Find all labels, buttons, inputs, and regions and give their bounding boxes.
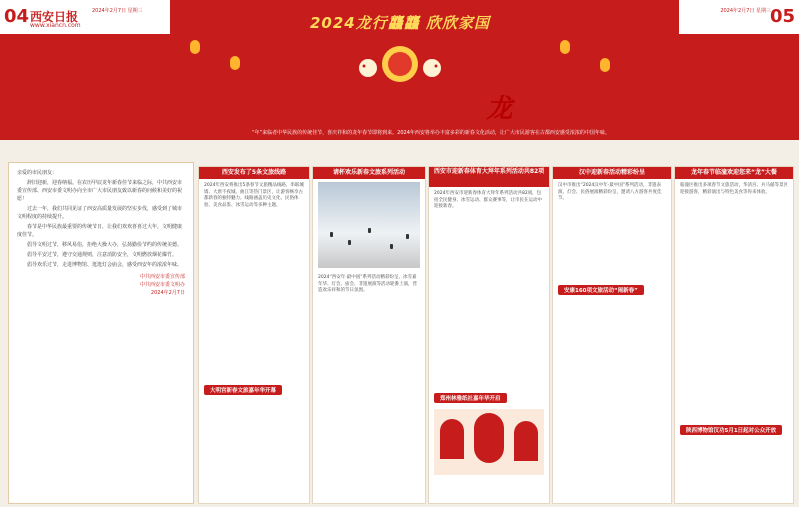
newspaper-logo: 西安日报 [30, 10, 79, 24]
papercut-artwork [434, 409, 544, 475]
lantern-icon [230, 56, 240, 70]
letter-date: 2024年2月7日 [150, 290, 185, 296]
issue-meta-left: 2024年2月7日 星期三 [92, 8, 143, 14]
issue-meta-right: 2024年2月7日 星期三 [720, 8, 771, 14]
dragon-motif-icon [330, 42, 470, 86]
article-body: 2024年西安将推出5条春节文旅精品线路，串联城墙、大唐不夜城、曲江等热门景区，让游客畅享古都新春的独特魅力。线路涵盖历史文化、民俗体验、美食品鉴、冰雪运动等多种主题。 [204, 183, 304, 208]
letter-paragraph: 倡导文明过节，移风易俗，拒绝大操大办，弘扬勤俭节约的传统美德。 [27, 242, 183, 248]
letter-paragraph: 过去一年，我们共同见证了西安高质量发展的坚实步伐，感受到了城市文明程度的持续提升。 [17, 206, 183, 220]
skating-photo [318, 182, 420, 268]
article-column [198, 166, 310, 504]
letter-paragraph: 辞旧迎新，迎春纳福。在农历甲辰龙年新春佳节来临之际，中共西安市委宣传部、西安市委文明办向全市广大市民朋友致以新春的问候和美好的祝愿！ [17, 180, 183, 202]
headline-dragon-char: 龙 [486, 94, 513, 124]
letter-paragraph: 倡导欢乐过节，走进博物馆、逛逛灯会庙会，感受西安年的浓浓年味。 [27, 262, 183, 268]
article-headline: 龙年春节临潼欢迎您来“龙”大餐 [675, 167, 793, 179]
page-number-right: 05 [769, 6, 795, 27]
article-headline: 西安市迎新春体育大拜年系列活动共82项 [429, 167, 549, 187]
letter-title: 致广大市民朋友的一封信 [8, 119, 141, 133]
article-body: 2024“西安年·最中国”系列活动精彩纷呈，冰雪嘉年华、灯会、庙会、非遗展演等活动轮番上演，营造欢乐祥和的节日氛围。 [318, 275, 417, 293]
page-number-left: 04 [4, 6, 30, 27]
lantern-icon [190, 40, 200, 54]
letter-paragraph: 春节是中华民族最重要的传统节日，让我们欢欢喜喜过大年，文明健康度佳节。 [17, 224, 183, 238]
article-column [674, 166, 794, 504]
subheadline: 郑州林雅纸社嘉年华开启 [434, 393, 507, 403]
letter-heading [8, 100, 178, 134]
headline-part: 年春节 [512, 102, 564, 122]
open-letter [8, 162, 194, 504]
article-body: 汉中市推出“2024汉中年·最中国”系列活动，非遗表演、灯会、民俗展演精彩纷呈，邀请八方游客共度佳节。 [558, 183, 662, 201]
intro-text: “年”来临者中华民族的传统佳节，喜庆祥和的龙年春节即将到来。2024年西安将举办丰富多彩的新春文化活动，让广大市民游客在古都西安感受浓浓的中国年味。 [252, 130, 610, 136]
main-headline [180, 88, 620, 125]
site-url: www.xiancn.com [30, 22, 81, 29]
article-column [552, 166, 672, 504]
lantern-icon [560, 40, 570, 54]
letter-org: 西安市委宣传部 西安市委文明办 [8, 104, 152, 115]
article-body: 2024年西安市迎新春体育大拜年系列活动共82项，包括全民健身、冰雪运动、群众赛事等，让市民在运动中迎接新春。 [434, 191, 542, 209]
letter-greeting: 亲爱的市民朋友： [17, 170, 58, 176]
article-column [428, 166, 550, 504]
article-headline: 西安发布了5条文旅线路 [199, 167, 309, 179]
lantern-icon [600, 58, 610, 72]
subheadline: 大明宫新春文旅嘉年华开幕 [204, 385, 282, 395]
article-body: 临潼区推出多项春节文旅活动，华清宫、兵马俑等景区迎接游客，精彩演出与特色美食等你来体验。 [680, 183, 788, 195]
headline-part: 万千盛景 长安繁华 我们一起共度 [236, 102, 487, 122]
subheadline: 安康160项文旅活动“闹新春” [558, 285, 644, 295]
subheadline: 陕西博物馆汉功5月1日起对公众开放 [680, 425, 782, 435]
letter-signature: 中共西安市委宣传部 [139, 274, 185, 280]
banner-title: 2024龙行龘龘 欣欣家国 [310, 14, 490, 32]
letter-signature: 中共西安市委文明办 [139, 282, 185, 288]
letter-paragraph: 倡导平安过节，遵守交通规则，注意消防安全，文明燃放烟花爆竹。 [27, 252, 178, 258]
article-headline: 请杯欢乐新春文旅系列活动 [313, 167, 425, 179]
article-column [312, 166, 426, 504]
article-headline: 汉中迎新春活动精彩纷呈 [553, 167, 671, 179]
